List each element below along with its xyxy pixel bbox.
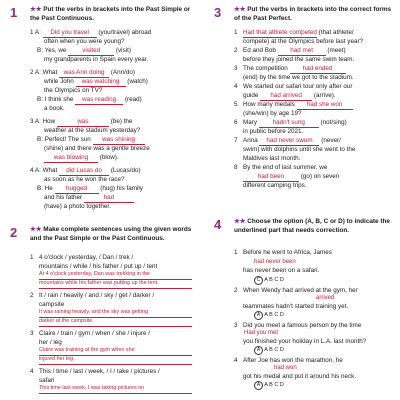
ex3-item: had been (go) on seven (243, 172, 394, 182)
exercise-number: 2 (10, 225, 18, 240)
ex2-answer: mountains while his father was putting up the tent. (39, 280, 192, 289)
circled-option: A (254, 346, 263, 355)
ex1-line: (shine) and there was a gentle breeze (44, 145, 150, 152)
ex4-item: 4 After Joe has won the marathon, he (234, 357, 343, 364)
ex4-correction: Had you met (244, 330, 279, 336)
ex3-item: 1 Had that athlete competed (that athlete/ (234, 28, 394, 38)
ex3-item: 8 By the end of last summer, we (234, 164, 328, 171)
ex2-answer: injured her leg. (39, 356, 192, 365)
ex4-item: 1 Before he went to Africa, James (234, 249, 332, 256)
ex3-item: swim) with dolphins until she went to the (243, 146, 356, 153)
ex1-line: was blowing (blow). (44, 153, 192, 163)
exercise-instruction: ★★ Put the verbs in brackets into the correct forms of the Past Perfect. (234, 6, 392, 22)
ex3-item: guide had arrived (arrive). (243, 91, 394, 101)
ex1-line: weather at the stadium yesterday? (44, 127, 141, 134)
ex4-correction: arrived (316, 295, 335, 301)
ex1-line: 2 A: What was Ann doing (Ann/do) (30, 68, 192, 78)
exercise-instruction: ★★ Choose the option (A, B, C or D) to indicate the underlined part that needs correction. (234, 218, 390, 234)
ex4-item: has never been on a safari. (243, 267, 320, 274)
ex3-item: 2 Ed and Bob had met (meet) (234, 46, 394, 56)
ex2-answer: At 4 o'clock yesterday, Dan was trekking in the (39, 271, 192, 280)
ex1-line: often when you were young? (44, 38, 125, 45)
ex4-item: 2 When Wendy had arrived at the gym, her (234, 287, 358, 294)
ex1-line: (have) a photo together. (44, 203, 111, 210)
ex4-correction: had won (274, 365, 297, 371)
ex2-item: 2 It / rain / heavily / and / sky / get / darker / (30, 292, 155, 299)
ex2-answer: It was raining heavily, and the sky was getting (39, 309, 192, 318)
ex3-item: different camping trips. (243, 182, 307, 189)
ex3-item: Maldives last month. (243, 155, 301, 162)
exercise-number: 3 (214, 5, 222, 20)
ex3-item: (end) by the time we got to the stadium. (243, 74, 354, 81)
ex2-item: 1 4 o'clock / yesterday, / Dan / trek / (30, 254, 134, 261)
ex4-item: teammates hadn't started training yet. (243, 303, 349, 310)
exercise-instruction: ★★ Make complete sentences using the given words and the Past Simple or the Past Continuous. (30, 226, 192, 242)
ex3-item: 4 We started our safari tour only after our (234, 83, 353, 90)
circled-option: A (254, 381, 263, 390)
ex3-item: in public before 2021. (243, 128, 304, 135)
exercise-number: 1 (10, 5, 18, 20)
ex2-answer: This time last week, I was taking pictures on (39, 385, 192, 394)
ex1-line: as soon as he won the race? (44, 176, 125, 183)
ex3-item: 5 How many medals had she won (234, 100, 394, 110)
ex4-item: 3 Did you meet a famous person by the time (234, 322, 362, 329)
ex1-line: my grandparents in Spain every year. (44, 56, 149, 63)
ex1-line: 4 A: What did Lucas do (Lucas/do) (30, 166, 192, 176)
ex2-item: her / leg (39, 339, 62, 346)
exercise-number: 4 (214, 217, 222, 232)
ex3-item: 3 The competition had ended (234, 64, 394, 74)
ex1-line: B: Yes, we visited (visit) (37, 46, 192, 56)
ex4-correction: had never been (254, 259, 296, 265)
ex4-options: A A B C D (254, 311, 394, 320)
ex1-line: B: Perfect! The sun was shining (37, 135, 192, 145)
ex1-line: and his father had (44, 193, 192, 203)
ex2-item: 3 Claire / train / gym / when / she / injure / (30, 330, 150, 337)
ex3-item: compete) at the Olympics before last year? (243, 38, 364, 45)
ex2-item: 4 This / time / last / week, / I / take / pictures / (30, 368, 160, 375)
difficulty-stars: ★★ (30, 6, 42, 13)
ex4-item: you finished your holiday in L.A. last month? (243, 338, 367, 345)
ex3-item: 7 Anna had never swum (never/ (234, 136, 394, 146)
ex1-line: 1 A: Did you travel (you/travel) abroad (30, 28, 192, 38)
ex3-item: 6 Mary hadn't sung (not/sing) (234, 118, 394, 128)
ex3-item: (she/win) by age 19? (243, 110, 302, 117)
exercise-instruction: ★★ Put the verbs in brackets into the Past Simple or the Past Continuous. (30, 6, 191, 22)
ex2-answer: Claire was training at the gym when she (39, 347, 192, 356)
circled-option: A (254, 311, 263, 320)
ex2-item: mountains / while / his father / put up / tent (39, 263, 158, 270)
ex2-item: campsite (39, 301, 65, 308)
ex1-line: the Olympics on TV? (44, 87, 103, 94)
circled-option: C (254, 276, 263, 285)
ex1-line: while John was watching (watch) (44, 77, 192, 87)
ex4-options: A A B C D (254, 346, 394, 355)
ex2-item: safari (39, 377, 55, 384)
ex4-options: A A B C D (254, 381, 394, 390)
ex2-answer: darker at the campsite. (39, 318, 192, 327)
ex4-options: C A B C D (254, 276, 394, 285)
ex1-line: B: He hugged (hug) his family (37, 184, 192, 194)
ex1-line: B: I think she was reading (read) (37, 95, 192, 105)
ex4-item: got his medal and put it around his neck. (243, 373, 357, 380)
ex1-line: a book. (44, 105, 65, 112)
ex1-line: 3 A: How was (be) the (30, 117, 192, 127)
ex3-item: before they joined the same swim team. (243, 56, 355, 63)
